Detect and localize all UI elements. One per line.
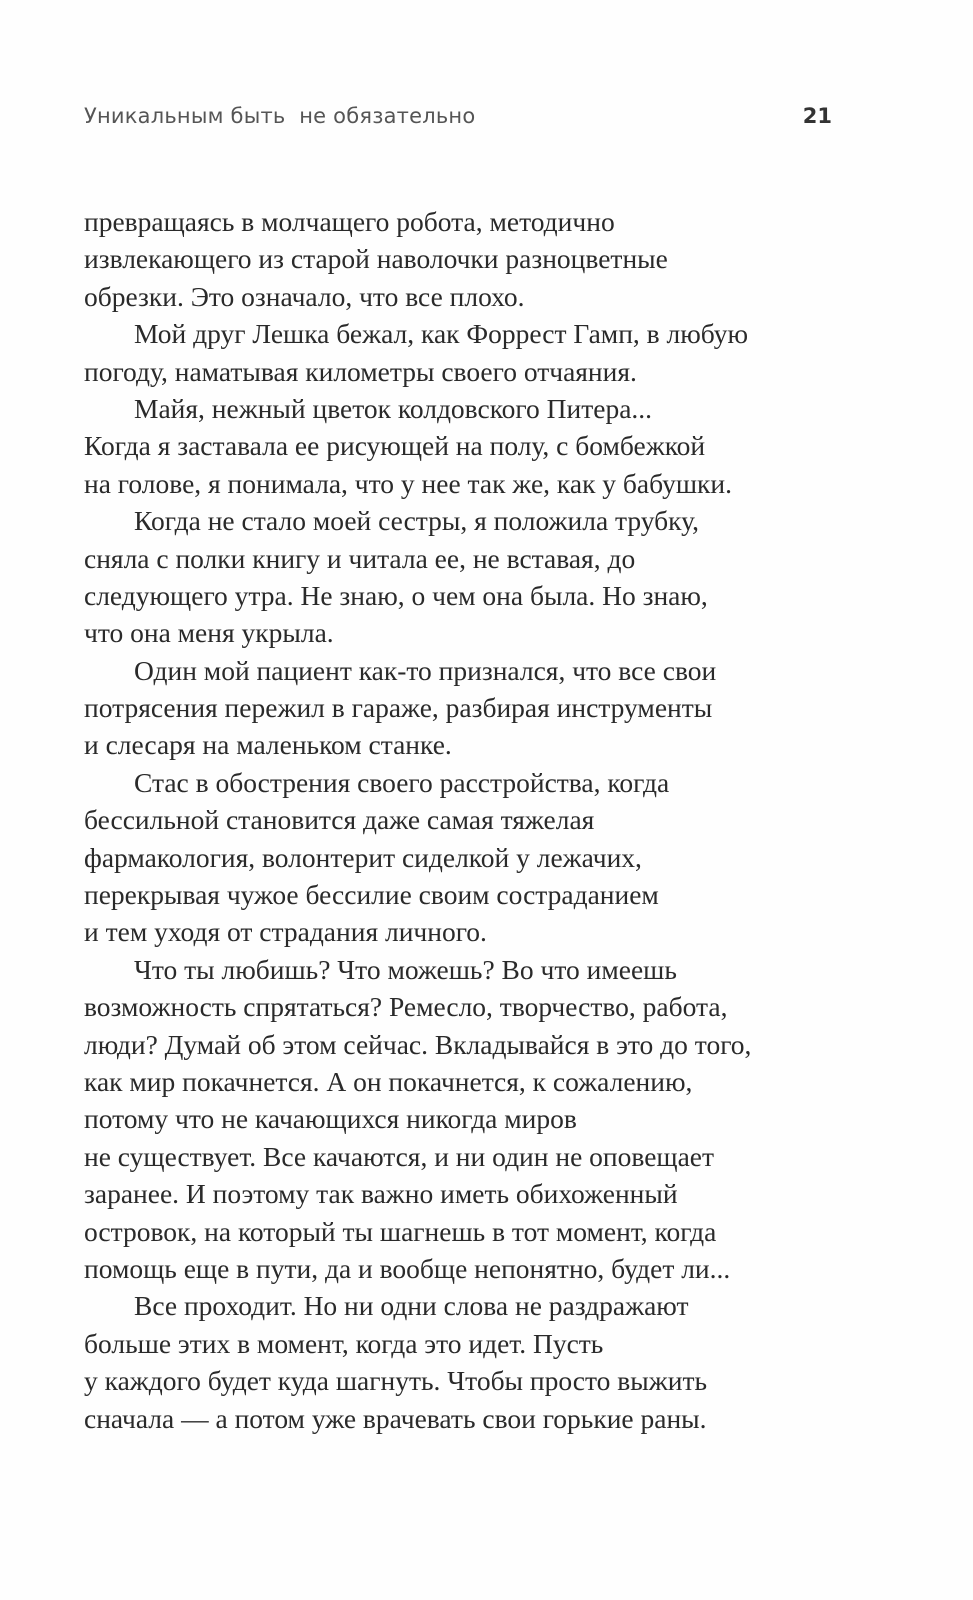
chapter-title: Уникальным быть не обязательно xyxy=(84,104,476,128)
text-line: на голове, я понимала, что у нее так же, как у бабушки. xyxy=(84,467,732,499)
text-line: не существует. Все качаются, и ни один не оповещает xyxy=(84,1140,715,1172)
text-line: люди? Думай об этом сейчас. Вкладывайся в это до того, xyxy=(84,1028,752,1060)
text-line: и слесаря на маленьком станке. xyxy=(84,729,452,761)
text-line: Когда я заставала ее рисующей на полу, с бомбежкой xyxy=(84,430,706,462)
text-line: островок, на который ты шагнешь в тот момент, когда xyxy=(84,1215,717,1247)
text-line: у каждого будет куда шагнуть. Чтобы просто выжить xyxy=(84,1365,708,1397)
text-line: бессильной становится даже самая тяжелая xyxy=(84,804,595,836)
paragraph-start-line: Стас в обострения своего расстройства, когда xyxy=(134,766,670,798)
text-line: сняла с полки книгу и читала ее, не вставая, до xyxy=(84,542,636,574)
text-line: заранее. И поэтому так важно иметь обихоженный xyxy=(84,1178,678,1210)
paragraph-start-line: Майя, нежный цветок колдовского Питера... xyxy=(134,392,653,424)
text-line: погоду, наматывая километры своего отчаяния. xyxy=(84,355,637,387)
paragraph-start-line: Все проходит. Но ни одни слова не раздражают xyxy=(134,1290,689,1322)
text-line: что она меня укрыла. xyxy=(84,617,334,649)
text-line: и тем уходя от страдания личного. xyxy=(84,916,487,948)
paragraph-start-line: Что ты любишь? Что можешь? Во что имеешь xyxy=(134,953,677,985)
body-text xyxy=(84,203,844,1437)
text-line: как мир покачнется. А он покачнется, к сожалению, xyxy=(84,1065,693,1097)
text-line: помощь еще в пути, да и вообще непонятно, будет ли... xyxy=(84,1252,731,1284)
paragraph-start-line: Один мой пациент как-то признался, что все свои xyxy=(134,654,717,686)
text-line: потому что не качающихся никогда миров xyxy=(84,1103,577,1135)
page-number: 21 xyxy=(802,104,832,128)
text-line: потрясения пережил в гараже, разбирая инструменты xyxy=(84,692,713,724)
text-line: перекрывая чужое бессилие своим состраданием xyxy=(84,879,659,911)
text-line: следующего утра. Не знаю, о чем она была. Но знаю, xyxy=(84,579,708,611)
text-line: извлекающего из старой наволочки разноцветные xyxy=(84,243,668,275)
text-line: фармакология, волонтерит сиделкой у лежачих, xyxy=(84,841,642,873)
paragraph-start-line: Когда не стало моей сестры, я положила трубку, xyxy=(134,505,700,537)
text-line: больше этих в момент, когда это идет. Пусть xyxy=(84,1327,604,1359)
text-line: обрезки. Это означало, что все плохо. xyxy=(84,280,525,312)
paragraph-start-line: Мой друг Лешка бежал, как Форрест Гамп, в любую xyxy=(134,318,749,350)
text-line: сначала — а потом уже врачевать свои горькие раны. xyxy=(84,1402,707,1434)
text-line: возможность спрятаться? Ремесло, творчество, работа, xyxy=(84,991,728,1023)
running-header xyxy=(84,104,832,140)
text-line: превращаясь в молчащего робота, методично xyxy=(84,206,615,237)
